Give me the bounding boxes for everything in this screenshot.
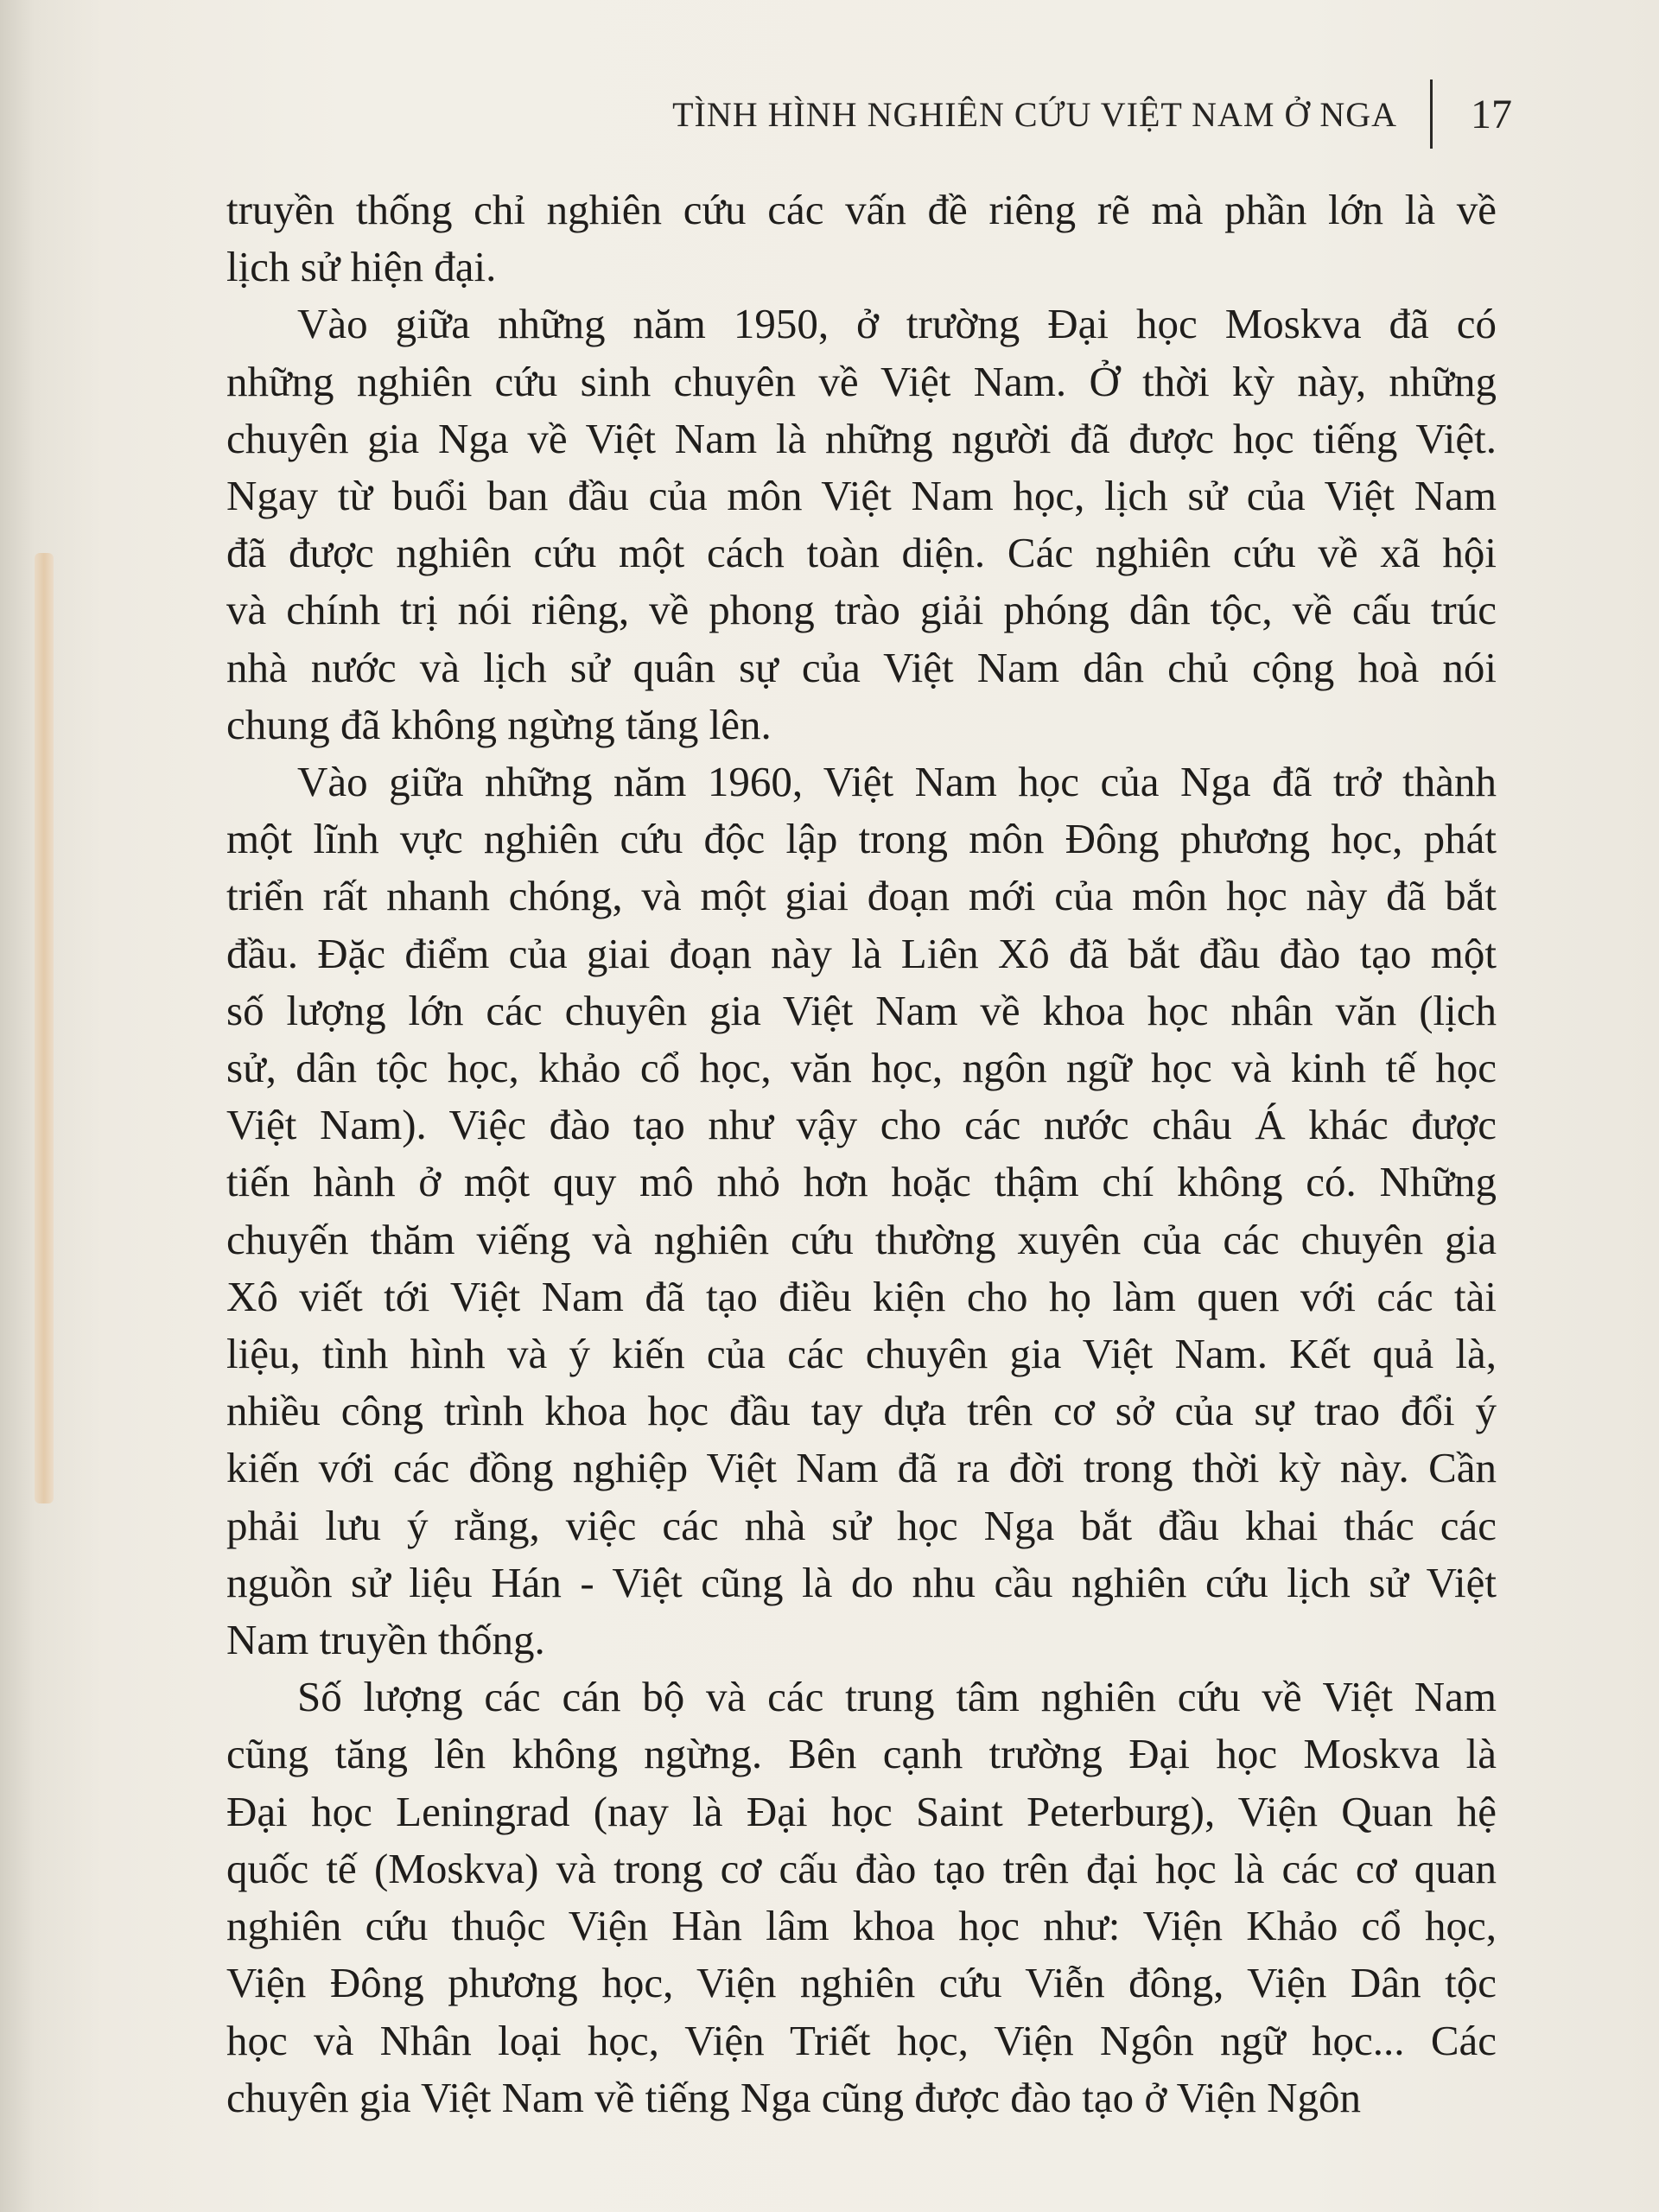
text-line: nghiên cứu thuộc Viện Hàn lâm khoa học như: Viện Khảo cổ học, [226,1902,1497,1950]
text-line: Ngay từ buổi ban đầu của môn Việt Nam học, lịch sử của Việt Nam [226,472,1497,520]
text-line: chuyên gia Nga về Việt Nam là những người đã được học tiếng Việt. [226,414,1497,462]
text-line: liệu, tình hình và ý kiến của các chuyên gia Việt Nam. Kết quả là, [226,1330,1497,1378]
text-line: triển rất nhanh chóng, và một giai đoạn mới của môn học này đã bắt [226,872,1497,920]
text-line: Số lượng các cán bộ và các trung tâm nghiên cứu về Việt Nam [297,1673,1497,1721]
text-line: đã được nghiên cứu một cách toàn diện. Các nghiên cứu về xã hội [226,529,1497,577]
text-line: Nam truyền thống. [226,1616,545,1664]
text-line: kiến với các đồng nghiệp Việt Nam đã ra đời trong thời kỳ này. Cần [226,1444,1497,1492]
page-edge-shadow [35,553,54,1503]
text-line: chung đã không ngừng tăng lên. [226,700,772,748]
body-text [226,181,1497,2126]
text-line: chuyên gia Việt Nam về tiếng Nga cũng được đào tạo ở Viện Ngôn [226,2073,1362,2121]
page-number: 17 [1471,91,1512,137]
text-line: một lĩnh vực nghiên cứu độc lập trong môn Đông phương học, phát [226,815,1497,863]
text-line: nguồn sử liệu Hán - Việt cũng là do nhu cầu nghiên cứu lịch sử Việt [226,1558,1497,1606]
text-line: nhiều công trình khoa học đầu tay dựa trên cơ sở của sự trao đổi ý [226,1387,1497,1435]
text-line: nhà nước và lịch sử quân sự của Việt Nam dân chủ cộng hoà nói [226,643,1497,691]
text-line: chuyến thăm viếng và nghiên cứu thường xuyên của các chuyên gia [226,1215,1497,1263]
text-line: Đại học Leningrad (nay là Đại học Saint Peterburg), Viện Quan hệ [226,1787,1497,1835]
text-line: truyền thống chỉ nghiên cứu các vấn đề riêng rẽ mà phần lớn là về [226,186,1497,233]
text-line: học và Nhân loại học, Viện Triết học, Viện Ngôn ngữ học... Các [226,2016,1497,2064]
text-line: lịch sử hiện đại. [226,243,497,291]
text-line: những nghiên cứu sinh chuyên về Việt Nam. Ở thời kỳ này, những [226,357,1497,405]
text-line: số lượng lớn các chuyên gia Việt Nam về khoa học nhân văn (lịch [226,986,1497,1034]
text-line: phải lưu ý rằng, việc các nhà sử học Nga bắt đầu khai thác các [226,1501,1497,1549]
text-line: Việt Nam). Việc đào tạo như vậy cho các nước châu Á khác được [226,1101,1497,1149]
running-title: TÌNH HÌNH NGHIÊN CỨU VIỆT NAM Ở NGA [672,94,1397,134]
text-line: quốc tế (Moskva) và trong cơ cấu đào tạo trên đại học là các cơ quan [226,1844,1497,1892]
text-line: cũng tăng lên không ngừng. Bên cạnh trường Đại học Moskva là [226,1730,1497,1778]
text-line: đầu. Đặc điểm của giai đoạn này là Liên Xô đã bắt đầu đào tạo một [226,929,1497,977]
text-line: và chính trị nói riêng, về phong trào giải phóng dân tộc, về cấu trúc [226,586,1497,634]
text-line: Vào giữa những năm 1960, Việt Nam học của Nga đã trở thành [297,758,1497,806]
text-line: Vào giữa những năm 1950, ở trường Đại học Moskva đã có [297,300,1497,348]
text-line: Viện Đông phương học, Viện nghiên cứu Viễn đông, Viện Dân tộc [226,1959,1497,2007]
text-line: tiến hành ở một quy mô nhỏ hơn hoặc thậm chí không có. Những [226,1158,1497,1206]
header-divider [1430,79,1433,149]
text-line: sử, dân tộc học, khảo cổ học, văn học, ngôn ngữ học và kinh tế học [226,1044,1497,1092]
text-line: Xô viết tới Việt Nam đã tạo điều kiện cho họ làm quen với các tài [226,1272,1497,1320]
running-header [605,79,1512,149]
